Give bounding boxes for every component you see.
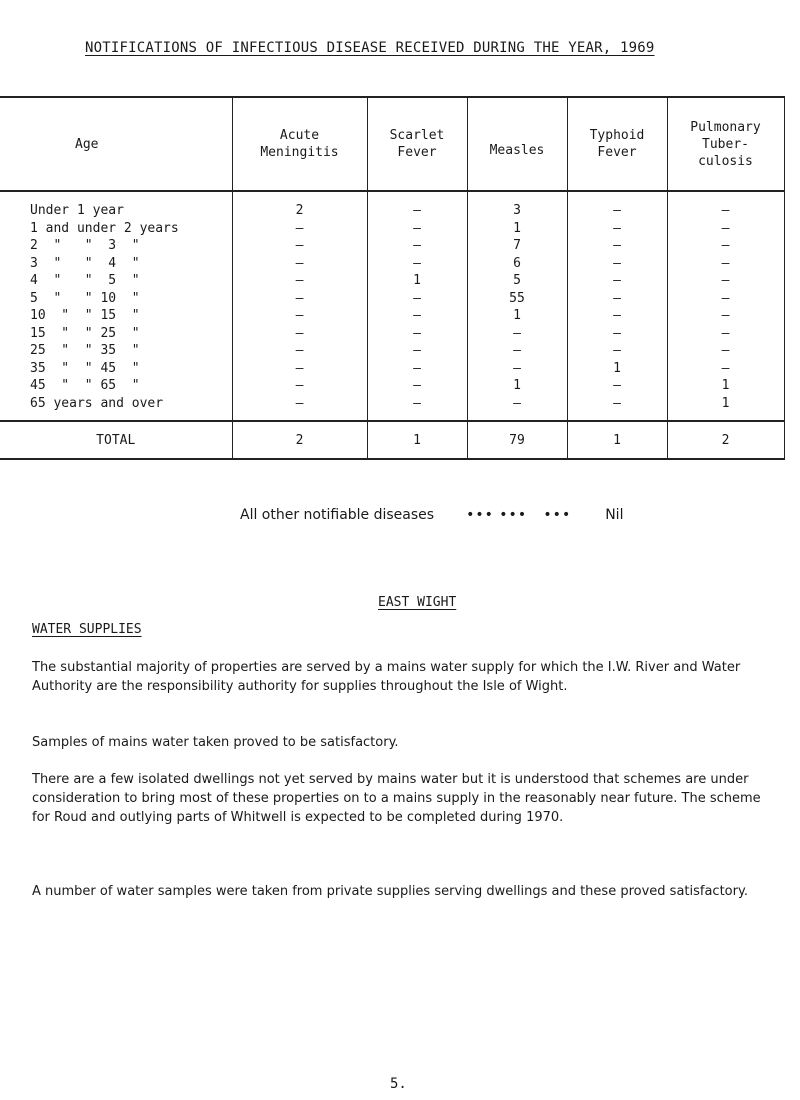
table-header-row [0,97,784,191]
cell: 1 [467,307,567,325]
page-number: 5. [390,1076,407,1092]
table-row [0,360,784,378]
cell: – [232,395,367,422]
table-row [0,325,784,343]
cell: – [667,307,784,325]
other-diseases-value: Nil [605,507,624,523]
cell: – [232,272,367,290]
header-scarlet-fever: Scarlet Fever [367,97,467,191]
cell: – [367,237,467,255]
cell: – [567,342,667,360]
cell: – [367,360,467,378]
age-cell: 3 " " 4 " [0,255,232,273]
cell: – [467,360,567,378]
total-cell: 2 [232,421,367,459]
paragraph-samples: Samples of mains water taken proved to be satisfactory. [32,735,399,750]
age-cell: 45 " " 65 " [0,377,232,395]
cell: – [367,307,467,325]
cell: 1 [567,360,667,378]
paragraph-isolated-dwellings: There are a few isolated dwellings not yet served by mains water but it is understood that schemes are under consideration to bring most of these properties on to a mains supply in the reasonably near future. The scheme for Roud and outlying parts of Whitwell is expected to be completed during 1970. [32,772,761,825]
cell: – [567,290,667,308]
table-row [0,377,784,395]
cell: – [232,325,367,343]
cell: – [232,237,367,255]
total-row [0,421,784,459]
paragraph-private-supplies: A number of water samples were taken from private supplies serving dwellings and these proved satisfactory. [32,884,748,899]
cell: – [232,255,367,273]
header-measles: Measles [467,97,567,191]
header-typhoid-fever: Typhoid Fever [567,97,667,191]
age-cell: 2 " " 3 " [0,237,232,255]
cell: – [367,377,467,395]
cell: – [367,290,467,308]
cell: – [367,342,467,360]
cell: – [667,237,784,255]
cell: – [367,395,467,422]
total-label: TOTAL [0,421,232,459]
cell: – [232,220,367,238]
age-cell: 4 " " 5 " [0,272,232,290]
page-title: NOTIFICATIONS OF INFECTIOUS DISEASE RECEIVED DURING THE YEAR, 1969 [85,40,655,56]
cell: – [567,255,667,273]
cell: – [667,191,784,220]
cell: 55 [467,290,567,308]
table-row [0,255,784,273]
cell: 3 [467,191,567,220]
cell: 1 [667,395,784,422]
cell: 1 [467,220,567,238]
table-row [0,307,784,325]
cell: – [367,325,467,343]
age-cell: 1 and under 2 years [0,220,232,238]
cell: – [467,395,567,422]
cell: – [232,290,367,308]
cell: – [232,342,367,360]
cell: – [467,342,567,360]
cell: – [667,290,784,308]
cell: – [567,220,667,238]
section-heading: EAST WIGHT [378,595,457,610]
cell: – [467,325,567,343]
cell: 6 [467,255,567,273]
table-row [0,290,784,308]
age-cell: 65 years and over [0,395,232,422]
cell: – [667,255,784,273]
cell: – [232,307,367,325]
notifications-table [0,96,785,460]
header-pulmonary-tuberculosis: Pulmonary Tuber- culosis [667,97,784,191]
other-diseases-line [240,507,623,523]
leader-dots: ••• ••• ••• [466,507,572,523]
cell: – [232,377,367,395]
cell: – [567,191,667,220]
total-cell: 1 [567,421,667,459]
cell: 5 [467,272,567,290]
table-row [0,342,784,360]
age-cell: Under 1 year [0,191,232,220]
other-diseases-label: All other notifiable diseases [240,507,435,523]
cell: – [567,395,667,422]
cell: – [567,377,667,395]
total-cell: 79 [467,421,567,459]
cell: – [367,255,467,273]
age-cell: 15 " " 25 " [0,325,232,343]
table-row [0,191,784,220]
cell: 1 [367,272,467,290]
cell: – [567,307,667,325]
header-age: Age [0,97,232,191]
cell: – [232,360,367,378]
table-row [0,395,784,422]
cell: – [567,272,667,290]
cell: – [367,191,467,220]
cell: – [667,272,784,290]
total-cell: 2 [667,421,784,459]
cell: – [667,325,784,343]
age-cell: 35 " " 45 " [0,360,232,378]
age-cell: 10 " " 15 " [0,307,232,325]
header-acute-meningitis: Acute Meningitis [232,97,367,191]
table-row [0,220,784,238]
cell: – [567,325,667,343]
cell: – [667,342,784,360]
cell: – [567,237,667,255]
cell: 7 [467,237,567,255]
age-cell: 5 " " 10 " [0,290,232,308]
cell: – [667,220,784,238]
cell: 1 [467,377,567,395]
cell: – [367,220,467,238]
cell: – [667,360,784,378]
paragraph-mains-supply: The substantial majority of properties are served by a mains water supply for which the I.W. River and Water Authority are the responsibility authority for supplies throughout the Isle of Wight. [32,660,741,694]
cell: 1 [667,377,784,395]
age-cell: 25 " " 35 " [0,342,232,360]
table-row [0,272,784,290]
water-supplies-heading: WATER SUPPLIES [32,622,142,637]
table-row [0,237,784,255]
cell: 2 [232,191,367,220]
total-cell: 1 [367,421,467,459]
